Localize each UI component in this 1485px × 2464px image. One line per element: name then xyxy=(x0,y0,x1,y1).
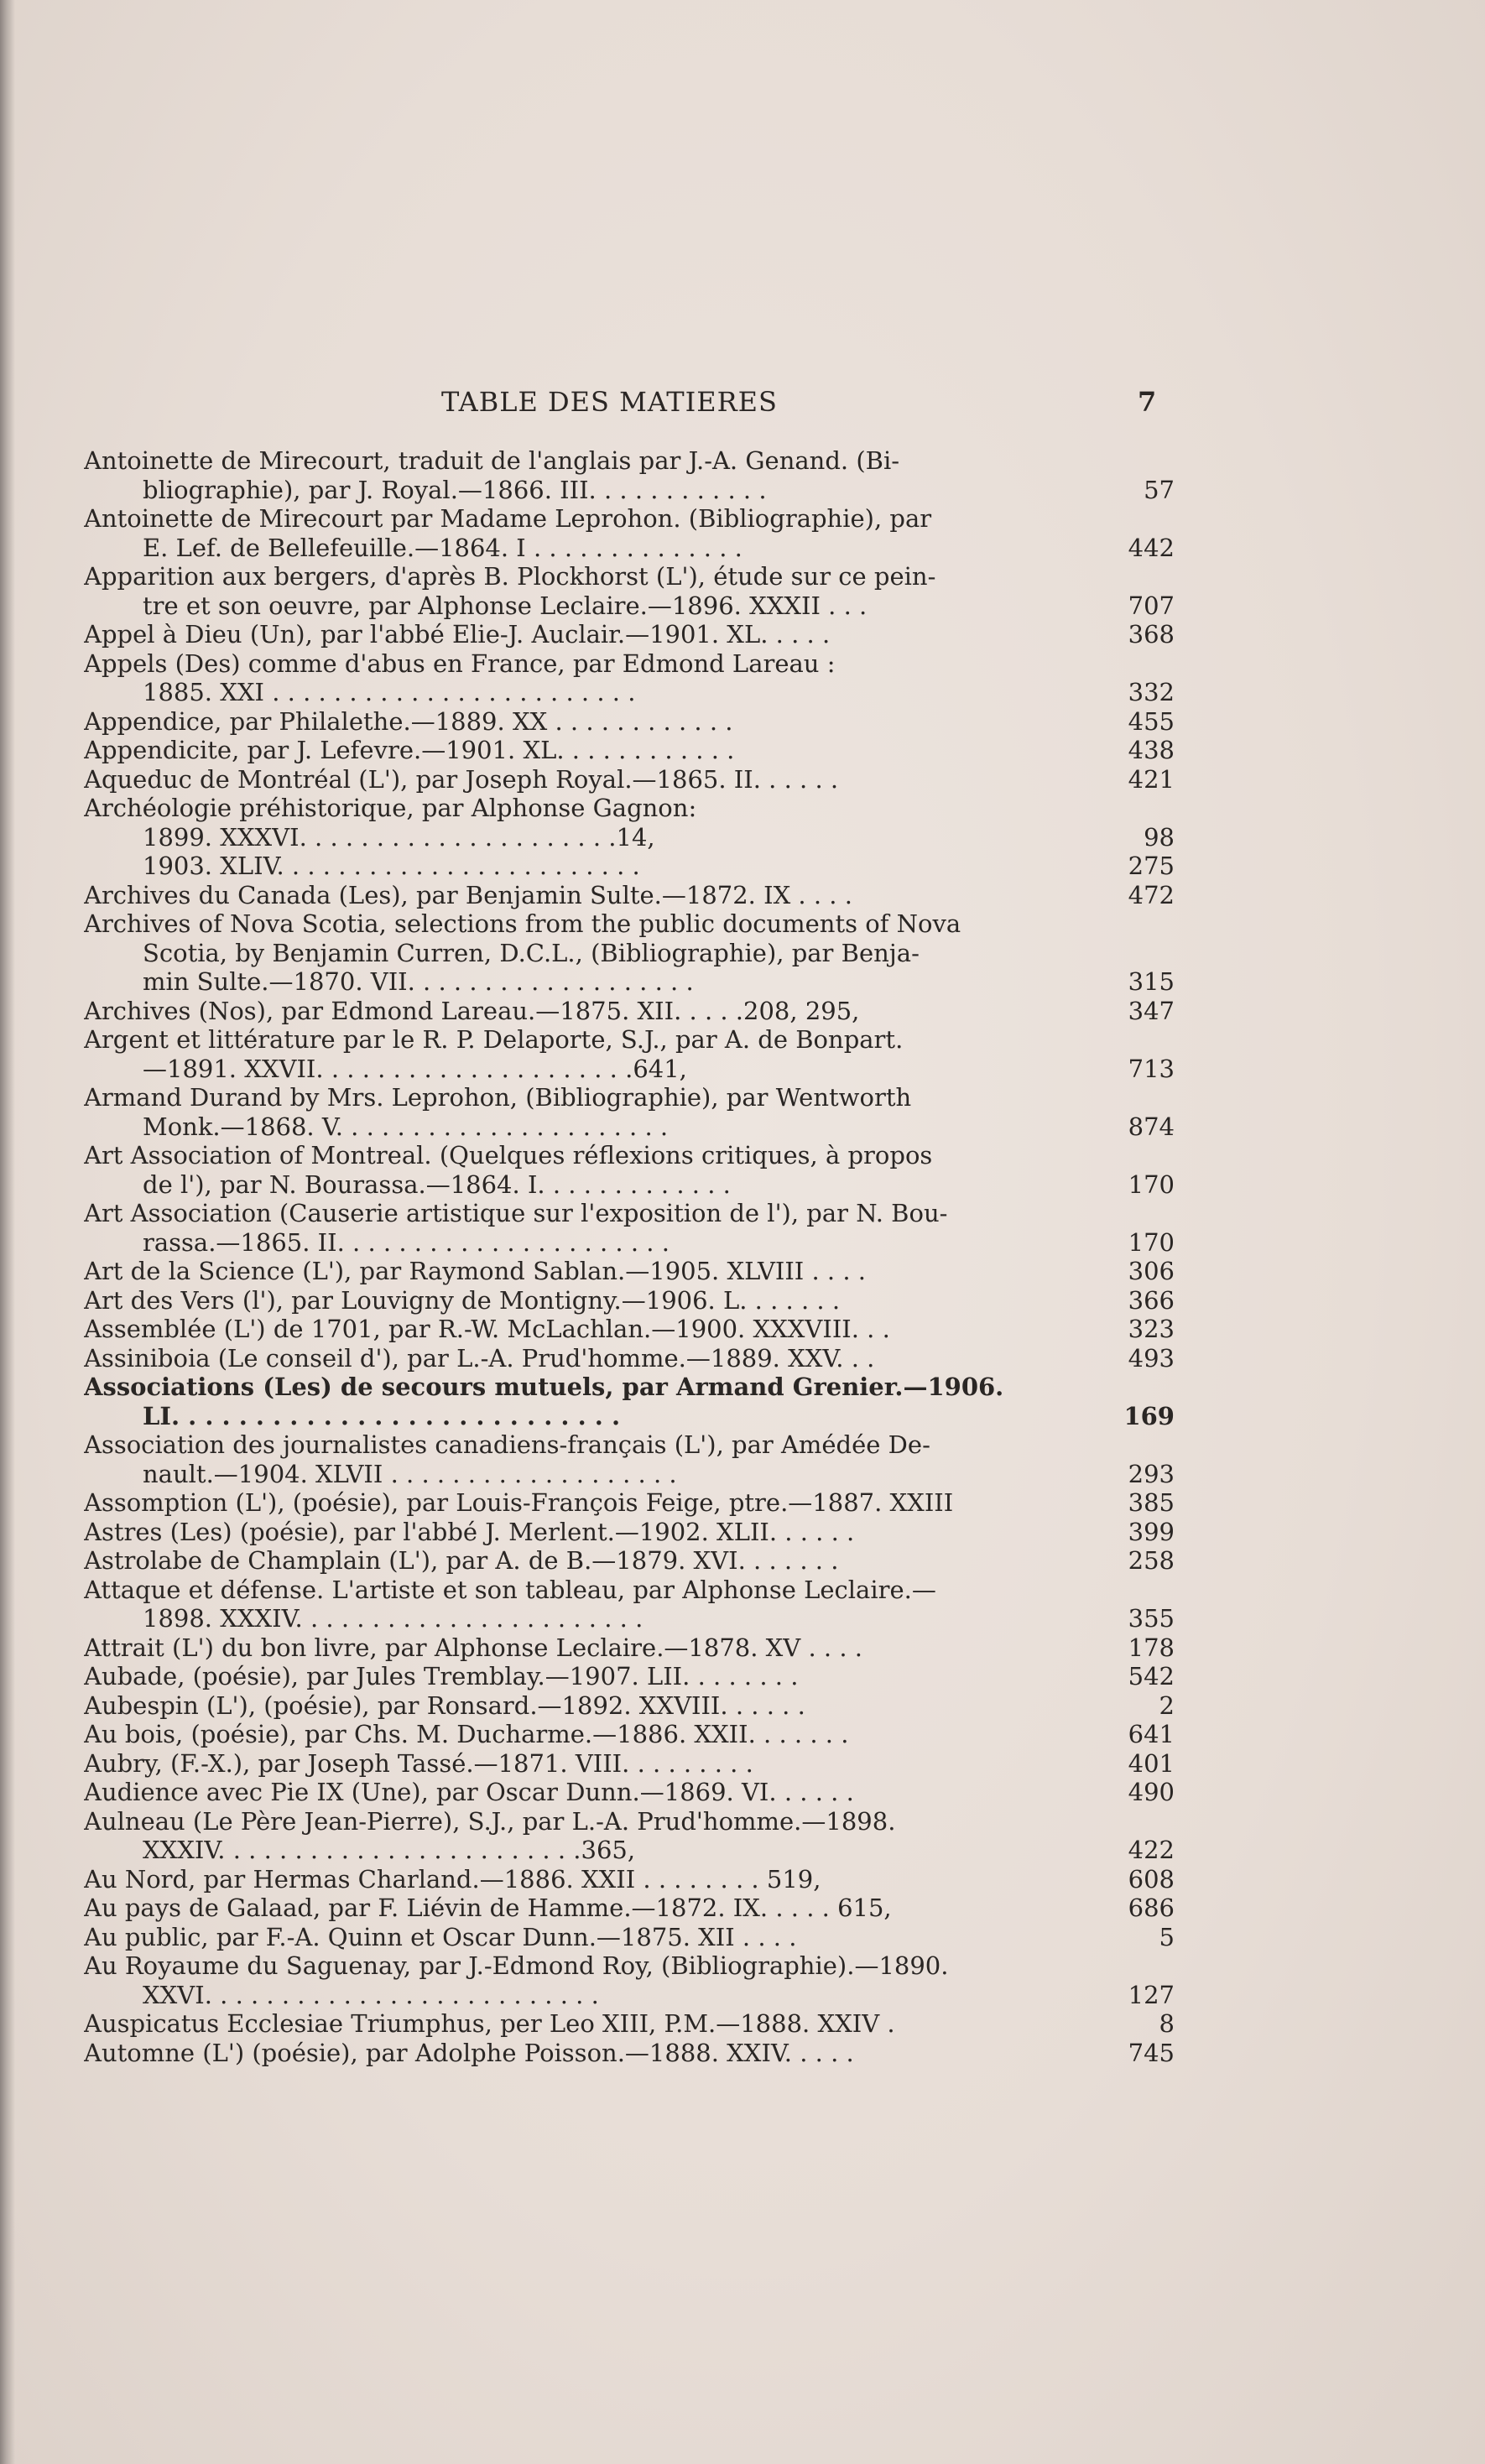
toc-entry-line xyxy=(84,1865,1175,1894)
toc-entry xyxy=(84,707,1175,737)
toc-entry-line xyxy=(84,2039,1175,2068)
toc-entry-line xyxy=(84,1025,1175,1055)
toc-page-number: 641 xyxy=(1128,1720,1175,1748)
page-header xyxy=(0,379,1485,426)
toc-entry-text: tre et son oeuvre, par Alphonse Leclaire.—1896. XXXII . . . xyxy=(143,591,868,620)
toc-entry-line xyxy=(84,794,1175,823)
toc-entry-line xyxy=(84,476,1175,505)
toc-entry xyxy=(84,1865,1175,1894)
toc-entry-text: Assiniboia (Le conseil d'), par L.-A. Prud'homme.—1889. XXV. . . xyxy=(84,1343,875,1373)
toc-page-number: 455 xyxy=(1128,706,1175,736)
toc-entry-line xyxy=(84,1199,1175,1228)
toc-entry-text: Assomption (L'), (poésie), par Louis-François Feige, ptre.—1887. XXIII xyxy=(84,1488,954,1517)
toc-page-number: 355 xyxy=(1128,1604,1175,1633)
toc-entry xyxy=(84,446,1175,504)
toc-entry-text: de l'), par N. Bourassa.—1864. I. . . . . . . . . . . . . xyxy=(143,1169,731,1199)
toc-entry-line xyxy=(84,1373,1175,1402)
toc-entry-line xyxy=(84,446,1175,476)
toc-page-number: 493 xyxy=(1128,1343,1175,1373)
toc-entry-text: 1899. XXXVI. . . . . . . . . . . . . . . . . . . . .14, xyxy=(143,822,655,852)
toc-entry-line xyxy=(84,1720,1175,1749)
toc-entry-line xyxy=(84,1981,1175,2010)
toc-entry-line xyxy=(84,852,1175,881)
toc-entry-text: Archives du Canada (Les), par Benjamin Sulte.—1872. IX . . . . xyxy=(84,880,852,909)
toc-page-number: 421 xyxy=(1128,764,1175,794)
toc-page-number: 542 xyxy=(1128,1662,1175,1690)
toc-entry-text: Archives of Nova Scotia, selections from the public documents of Nova xyxy=(84,909,961,938)
toc-entry-line xyxy=(84,1257,1175,1286)
toc-page-number: 2 xyxy=(1159,1690,1175,1720)
toc-page-number: 169 xyxy=(1123,1401,1175,1430)
toc-page-number: 332 xyxy=(1128,678,1175,706)
toc-entry-text: rassa.—1865. II. . . . . . . . . . . . . . . . . . . . . . xyxy=(143,1227,670,1257)
toc-entry xyxy=(84,1344,1175,1373)
toc-entry-text: Automne (L') (poésie), par Adolphe Poisson.—1888. XXIV. . . . . xyxy=(84,2038,854,2067)
toc-entry xyxy=(84,1662,1175,1691)
toc-entry-text: XXXIV. . . . . . . . . . . . . . . . . . . . . . . .365, xyxy=(143,1836,636,1864)
toc-entry-text: Attrait (L') du bon livre, par Alphonse Leclaire.—1878. XV . . . . xyxy=(84,1633,862,1662)
toc-entry xyxy=(84,1778,1175,1807)
toc-entry xyxy=(84,504,1175,562)
table-of-contents xyxy=(84,446,1175,2067)
toc-page-number: 293 xyxy=(1128,1459,1175,1488)
toc-entry xyxy=(84,1199,1175,1257)
page-number: 7 xyxy=(1138,386,1157,418)
toc-entry-text: Associations (Les) de secours mutuels, par Armand Grenier.—1906. xyxy=(84,1373,1004,1401)
toc-page-number: 707 xyxy=(1128,591,1175,620)
toc-entry xyxy=(84,1894,1175,1923)
toc-entry-line xyxy=(84,1836,1175,1865)
toc-entry xyxy=(84,1257,1175,1286)
toc-entry-text: Aubry, (F.-X.), par Joseph Tassé.—1871. VIII. . . . . . . . . xyxy=(84,1748,753,1778)
toc-entry xyxy=(84,1025,1175,1083)
toc-entry-text: Scotia, by Benjamin Curren, D.C.L., (Bibliographie), par Benja- xyxy=(143,938,920,967)
toc-entry xyxy=(84,620,1175,649)
toc-entry xyxy=(84,1923,1175,1952)
toc-entry-text: Appel à Dieu (Un), par l'abbé Elie-J. Auclair.—1901. XL. . . . . xyxy=(84,620,831,649)
toc-entry-line xyxy=(84,1894,1175,1923)
toc-entry-text: Archives (Nos), par Edmond Lareau.—1875. XII. . . . .208, 295, xyxy=(84,996,860,1025)
toc-entry-text: bliographie), par J. Royal.—1866. III. . . . . . . . . . . . xyxy=(143,475,767,504)
toc-entry xyxy=(84,997,1175,1026)
toc-page-number: 713 xyxy=(1128,1054,1175,1083)
toc-entry-text: Art des Vers (l'), par Louvigny de Montigny.—1906. L. . . . . . . xyxy=(84,1285,841,1315)
toc-entry-line xyxy=(84,881,1175,910)
toc-entry xyxy=(84,1141,1175,1199)
toc-entry-text: Aubespin (L'), (poésie), par Ronsard.—1892. XXVIII. . . . . . xyxy=(84,1690,805,1720)
toc-entry-line xyxy=(84,504,1175,534)
toc-page-number: 170 xyxy=(1128,1169,1175,1199)
toc-page-number: 745 xyxy=(1128,2038,1175,2067)
toc-page-number: 874 xyxy=(1128,1112,1175,1141)
toc-entry-line xyxy=(84,1633,1175,1663)
page-title: TABLE DES MATIERES xyxy=(441,386,778,418)
toc-entry xyxy=(84,1083,1175,1141)
toc-entry-text: Auspicatus Ecclesiae Triumphus, per Leo XIII, P.M.—1888. XXIV . xyxy=(84,2009,895,2038)
toc-entry-text: min Sulte.—1870. VII. . . . . . . . . . . . . . . . . . . xyxy=(143,967,694,996)
toc-entry-line xyxy=(84,997,1175,1026)
toc-entry xyxy=(84,1576,1175,1633)
toc-entry xyxy=(84,2009,1175,2039)
toc-entry-line xyxy=(84,1055,1175,1084)
toc-entry-line xyxy=(84,678,1175,707)
toc-page-number: 315 xyxy=(1128,967,1175,996)
toc-entry-text: 1898. XXXIV. . . . . . . . . . . . . . . . . . . . . . . xyxy=(143,1604,644,1633)
toc-entry xyxy=(84,765,1175,794)
toc-entry-text: Au bois, (poésie), par Chs. M. Ducharme.—1886. XXII. . . . . . . xyxy=(84,1720,849,1748)
toc-entry xyxy=(84,1749,1175,1779)
toc-entry-line xyxy=(84,1951,1175,1981)
toc-entry xyxy=(84,1951,1175,2009)
toc-page-number: 399 xyxy=(1128,1517,1175,1546)
toc-page-number: 323 xyxy=(1128,1315,1175,1343)
toc-entry xyxy=(84,881,1175,910)
toc-entry-line xyxy=(84,823,1175,852)
toc-entry-line xyxy=(84,1286,1175,1315)
toc-entry-line xyxy=(84,1778,1175,1807)
toc-entry-text: Art Association (Causerie artistique sur l'exposition de l'), par N. Bou- xyxy=(84,1199,948,1227)
toc-entry-line xyxy=(84,909,1175,939)
toc-entry-line xyxy=(84,620,1175,649)
toc-entry-line xyxy=(84,1604,1175,1633)
toc-entry xyxy=(84,794,1175,881)
page-edge-shadow xyxy=(0,0,15,2464)
toc-entry-line xyxy=(84,1488,1175,1518)
toc-page-number: 490 xyxy=(1128,1778,1175,1806)
toc-entry-text: Appels (Des) comme d'abus en France, par Edmond Lareau : xyxy=(84,649,836,678)
toc-entry-text: Association des journalistes canadiens-français (L'), par Amédée De- xyxy=(84,1430,930,1459)
toc-entry-text: Astres (Les) (poésie), par l'abbé J. Merlent.—1902. XLII. . . . . . xyxy=(84,1517,855,1546)
toc-entry-line xyxy=(84,1662,1175,1691)
toc-page-number: 178 xyxy=(1128,1633,1175,1662)
toc-entry-text: Archéologie préhistorique, par Alphonse Gagnon: xyxy=(84,794,697,822)
toc-page-number: 442 xyxy=(1128,533,1175,562)
toc-entry-text: Au public, par F.-A. Quinn et Oscar Dunn.—1875. XII . . . . xyxy=(84,1922,797,1951)
toc-entry-line xyxy=(84,1344,1175,1373)
toc-entry xyxy=(84,1633,1175,1663)
toc-page-number: 258 xyxy=(1128,1546,1175,1575)
toc-entry-line xyxy=(84,1749,1175,1779)
toc-entry xyxy=(84,736,1175,765)
toc-entry-text: Aubade, (poésie), par Jules Tremblay.—1907. LII. . . . . . . . xyxy=(84,1662,799,1690)
toc-entry-text: Appendicite, par J. Lefevre.—1901. XL. . . . . . . . . . . . xyxy=(84,736,735,764)
toc-entry-line xyxy=(84,562,1175,591)
toc-page-number: 368 xyxy=(1128,620,1175,649)
toc-entry-text: Audience avec Pie IX (Une), par Oscar Dunn.—1869. VI. . . . . . xyxy=(84,1778,854,1806)
toc-entry xyxy=(84,649,1175,707)
toc-entry-text: E. Lef. de Bellefeuille.—1864. I . . . . . . . . . . . . . . xyxy=(143,533,742,562)
toc-page-number: 472 xyxy=(1128,880,1175,909)
toc-entry-line xyxy=(84,1691,1175,1721)
toc-entry-text: Armand Durand by Mrs. Leprohon, (Bibliographie), par Wentworth xyxy=(84,1083,912,1112)
toc-entry-line xyxy=(84,591,1175,621)
toc-entry-text: Astrolabe de Champlain (L'), par A. de B.—1879. XVI. . . . . . . xyxy=(84,1546,839,1575)
toc-entry-text: 1903. XLIV. . . . . . . . . . . . . . . . . . . . . . . . xyxy=(143,852,640,880)
toc-entry xyxy=(84,1546,1175,1576)
toc-entry-line xyxy=(84,1141,1175,1170)
toc-page-number: 385 xyxy=(1128,1488,1175,1517)
toc-entry-text: 1885. XXI . . . . . . . . . . . . . . . . . . . . . . . . xyxy=(143,678,636,706)
toc-entry-text: Aulneau (Le Père Jean-Pierre), S.J., par L.-A. Prud'homme.—1898. xyxy=(84,1806,896,1836)
toc-entry-line xyxy=(84,707,1175,737)
toc-entry-line xyxy=(84,1923,1175,1952)
toc-entry-line xyxy=(84,1518,1175,1547)
toc-page-number: 98 xyxy=(1144,822,1175,852)
toc-entry xyxy=(84,1286,1175,1315)
toc-entry-line xyxy=(84,534,1175,563)
toc-entry xyxy=(84,1691,1175,1721)
toc-entry xyxy=(84,1315,1175,1344)
toc-entry-line xyxy=(84,765,1175,794)
toc-entry xyxy=(84,1430,1175,1488)
toc-page-number: 306 xyxy=(1128,1257,1175,1285)
toc-page-number: 608 xyxy=(1128,1864,1175,1894)
toc-entry-text: Assemblée (L') de 1701, par R.-W. McLachlan.—1900. XXXVIII. . . xyxy=(84,1315,890,1343)
toc-entry-text: Antoinette de Mirecourt par Madame Leprohon. (Bibliographie), par xyxy=(84,504,932,533)
toc-entry-text: LI. . . . . . . . . . . . . . . . . . . . . . . . . . . xyxy=(143,1401,621,1430)
toc-entry-text: XXVI. . . . . . . . . . . . . . . . . . . . . . . . . . xyxy=(143,1980,599,2009)
toc-page-number: 170 xyxy=(1128,1227,1175,1257)
toc-page-number: 57 xyxy=(1144,475,1175,504)
toc-entry-line xyxy=(84,736,1175,765)
toc-entry xyxy=(84,1518,1175,1547)
toc-entry-text: —1891. XXVII. . . . . . . . . . . . . . . . . . . . .641, xyxy=(143,1054,687,1083)
toc-page-number: 8 xyxy=(1159,2009,1175,2038)
toc-entry-text: Apparition aux bergers, d'après B. Plockhorst (L'), étude sur ce pein- xyxy=(84,562,936,591)
toc-entry-text: Au pays de Galaad, par F. Liévin de Hamme.—1872. IX. . . . . 615, xyxy=(84,1894,892,1922)
toc-entry-line xyxy=(84,2009,1175,2039)
toc-entry-line xyxy=(84,967,1175,997)
toc-entry-line xyxy=(84,1315,1175,1344)
toc-entry-text: Aqueduc de Montréal (L'), par Joseph Royal.—1865. II. . . . . . xyxy=(84,764,839,794)
toc-entry-line xyxy=(84,1402,1175,1431)
toc-entry-text: Appendice, par Philalethe.—1889. XX . . . . . . . . . . . . xyxy=(84,706,733,736)
toc-page-number: 275 xyxy=(1128,852,1175,880)
toc-entry-line xyxy=(84,1807,1175,1836)
toc-page-number: 347 xyxy=(1128,996,1175,1025)
toc-page-number: 5 xyxy=(1159,1922,1175,1951)
toc-entry-line xyxy=(84,649,1175,679)
toc-entry-line xyxy=(84,1460,1175,1489)
toc-entry xyxy=(84,1488,1175,1518)
toc-entry-line xyxy=(84,1083,1175,1112)
toc-entry-line xyxy=(84,1430,1175,1460)
toc-entry xyxy=(84,1720,1175,1749)
toc-page-number: 438 xyxy=(1128,736,1175,764)
toc-entry-line xyxy=(84,1576,1175,1605)
toc-entry xyxy=(84,2039,1175,2068)
toc-entry xyxy=(84,909,1175,997)
toc-entry-text: Au Nord, par Hermas Charland.—1886. XXII . . . . . . . . 519, xyxy=(84,1864,821,1894)
toc-entry-text: Au Royaume du Saguenay, par J.-Edmond Roy, (Bibliographie).—1890. xyxy=(84,1951,949,1980)
toc-entry-text: Antoinette de Mirecourt, traduit de l'anglais par J.-A. Genand. (Bi- xyxy=(84,446,900,475)
toc-entry-text: Attaque et défense. L'artiste et son tableau, par Alphonse Leclaire.— xyxy=(84,1575,936,1604)
toc-entry xyxy=(84,1807,1175,1865)
toc-page-number: 422 xyxy=(1128,1836,1175,1864)
toc-entry-line xyxy=(84,939,1175,968)
toc-page-number: 127 xyxy=(1128,1980,1175,2009)
toc-entry-line xyxy=(84,1546,1175,1576)
toc-page-number: 401 xyxy=(1128,1748,1175,1778)
toc-page-number: 686 xyxy=(1128,1894,1175,1922)
toc-entry-text: Monk.—1868. V. . . . . . . . . . . . . . . . . . . . . . xyxy=(143,1112,669,1141)
toc-entry-text: Art Association of Montreal. (Quelques réflexions critiques, à propos xyxy=(84,1141,933,1169)
toc-page-number: 366 xyxy=(1128,1285,1175,1315)
toc-entry xyxy=(84,1373,1175,1430)
toc-entry-line xyxy=(84,1170,1175,1200)
toc-entry xyxy=(84,562,1175,620)
toc-entry-text: Art de la Science (L'), par Raymond Sablan.—1905. XLVIII . . . . xyxy=(84,1257,867,1285)
toc-entry-line xyxy=(84,1228,1175,1258)
toc-entry-text: nault.—1904. XLVII . . . . . . . . . . . . . . . . . . . xyxy=(143,1459,677,1488)
toc-entry-line xyxy=(84,1112,1175,1142)
toc-entry-text: Argent et littérature par le R. P. Delaporte, S.J., par A. de Bonpart. xyxy=(84,1025,904,1054)
